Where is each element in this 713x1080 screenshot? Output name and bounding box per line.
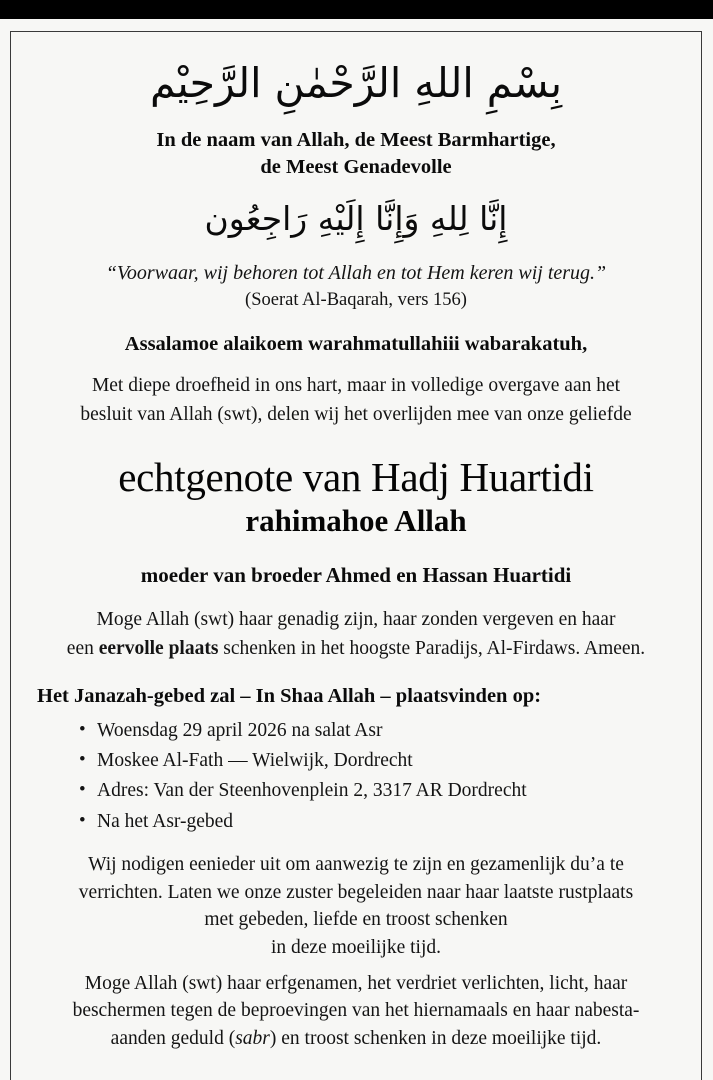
salaam-greeting: Assalamoe alaikoem warahmatullahiii wabarakatuh, bbox=[124, 333, 588, 356]
invitation-line-2: verrichten. Laten we onze zuster begeleiden naar haar laatste rustplaats bbox=[78, 881, 634, 903]
invitation-paragraph bbox=[35, 851, 677, 962]
list-item: • Woensdag 29 april 2026 na salat Asr bbox=[79, 716, 677, 746]
card-inner-frame bbox=[10, 31, 702, 1080]
final-dua-term-sabr: sabr bbox=[235, 1027, 270, 1049]
deceased-relation: moeder van broeder Ahmed en Hassan Huartidi bbox=[140, 563, 572, 588]
announcement-paragraph bbox=[35, 372, 677, 429]
janazah-details-list bbox=[35, 716, 677, 837]
invitation-line-4: in deze moeilijke tijd. bbox=[270, 936, 442, 958]
dua-line-2-pre: een bbox=[66, 637, 99, 659]
final-dua-line-1: Moge Allah (swt) haar erfgenamen, het verdriet verlichten, licht, haar bbox=[84, 972, 628, 994]
final-dua-line-3-pre: aanden geduld ( bbox=[110, 1027, 236, 1049]
basmala-translation-line-2: de Meest Genadevolle bbox=[260, 155, 452, 178]
list-item: • Moskee Al-Fath — Wielwijk, Dordrecht bbox=[79, 746, 677, 776]
istirja-arabic-calligraphy: إِنَّا لِلهِ وَإِنَّا إِلَيْهِ رَاجِعُون bbox=[204, 198, 508, 238]
basmala-translation bbox=[35, 127, 677, 180]
invitation-line-3: met gebeden, liefde en troost schenken bbox=[204, 909, 508, 931]
final-dua-paragraph bbox=[35, 970, 677, 1053]
list-item: • Na het Asr-gebed bbox=[79, 807, 677, 837]
basmala-arabic-calligraphy: بِسْمِ اللهِ الرَّحْمٰنِ الرَّحِيْم bbox=[149, 59, 563, 107]
dua-line-2 bbox=[35, 635, 677, 663]
announcement-line-1: Met diepe droefheid in ons hart, maar in volledige overgave aan het bbox=[91, 375, 621, 397]
deceased-honorific: rahimahoe Allah bbox=[245, 502, 467, 538]
final-dua-line-3-post: ) en troost schenken in deze moeilijke tijd. bbox=[269, 1027, 602, 1049]
memorial-card bbox=[0, 19, 713, 1080]
invitation-line-1: Wij nodigen eenieder uit om aanwezig te zijn en gezamenlijk du’a te bbox=[88, 853, 624, 875]
list-item: • Adres: Van der Steenhovenplein 2, 3317 AR Dordrecht bbox=[79, 776, 677, 806]
dua-paragraph bbox=[35, 606, 677, 663]
deceased-name-heading: echtgenote van Hadj Huartidi bbox=[118, 453, 594, 500]
announcement-line-2: besluit van Allah (swt), delen wij het overlijden mee van onze geliefde bbox=[80, 403, 632, 425]
janazah-prayer-heading: Het Janazah-gebed zal – In Shaa Allah – plaatsvinden op: bbox=[37, 684, 542, 707]
dua-line-1: Moge Allah (swt) haar genadig zijn, haar zonden vergeven en haar bbox=[96, 609, 616, 631]
istirja-quote-translation: “Voorwaar, wij behoren tot Allah en tot Hem keren wij terug.” bbox=[105, 262, 607, 285]
final-dua-line-3 bbox=[35, 1025, 677, 1053]
basmala-translation-line-1: In de naam van Allah, de Meest Barmhartige, bbox=[156, 129, 556, 152]
dua-emphasis-eervolle-plaats: eervolle plaats bbox=[98, 637, 219, 659]
top-black-bar bbox=[0, 0, 713, 19]
quran-verse-reference: (Soerat Al-Baqarah, vers 156) bbox=[245, 290, 467, 311]
dua-line-2-post: schenken in het hoogste Paradijs, Al-Firdaws. Ameen. bbox=[218, 637, 646, 659]
final-dua-line-2: beschermen tegen de beproevingen van het hiernamaals en haar nabesta- bbox=[72, 1000, 640, 1022]
